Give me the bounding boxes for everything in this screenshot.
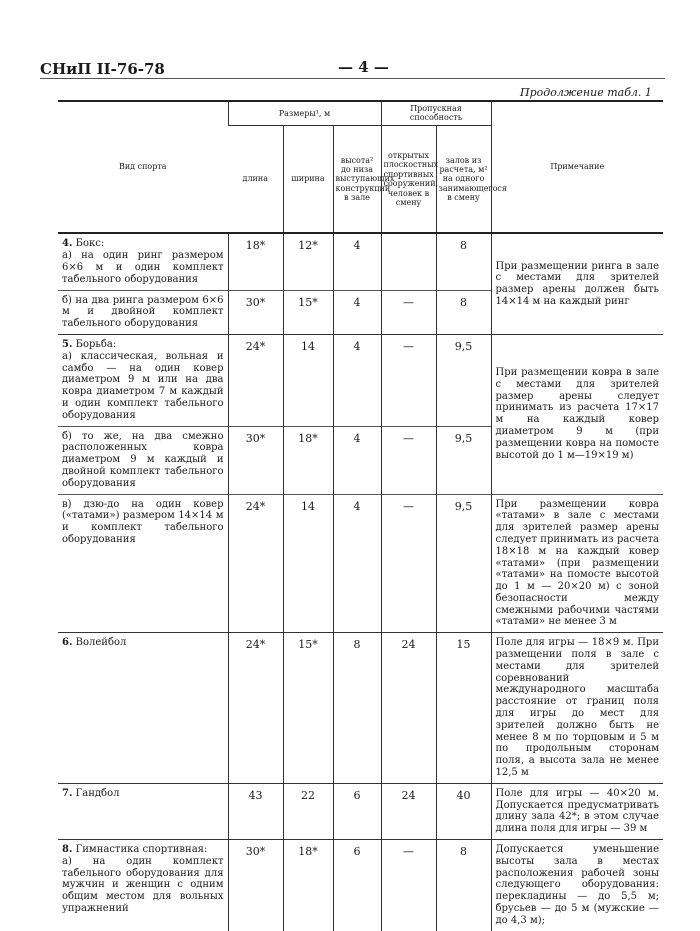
row-note: При размещении ковра «татами» в зале с местами для зрителей размер арены следует принимать из расчета 18×18 м на каждый ковер «татами» (при размещении «татами» на помосте высотой до 1 м — 20×20 м) с зоной безопасности между смежными рабочими частями «татами» не менее 3 м (491, 494, 663, 633)
page-number: — 4 — (338, 58, 389, 76)
table-row: 8. Гимнастика спортивная: а) на один комплект табельного оборудования для мужчин и женщин с одним общим местом для вольных упражнений 30* 18* 6 — 8 Допускается уменьшение высоты зала в местах расположения рабочей зоны следующего оборудования: перекладины — до 5,5 м; брусьев — до 5 м (мужские — до 4,3 м); (58, 840, 663, 931)
col-length: длина (228, 125, 283, 233)
col-sport: Вид спорта (58, 101, 228, 233)
table-row: в) дзю-до на один ковер («татами») размером 14×14 м и комплект табельного оборудования 24* 14 4 — 9,5 При размещении ковра «татами» в зале с местами для зрителей размер арены следует принимать из расчета 18×18 м на каждый ковер «татами» (при размещении «татами» на помосте высотой до 1 м — 20×20 м) с зоной безопасности между смежными рабочими частями «татами» не менее 3 м (58, 494, 663, 633)
table-row: 6. Волейбол 24* 15* 8 24 15 Поле для игры — 18×9 м. При размещении поля в зале с местами для зрителей соревнований международного масштаба расстояние от границ поля для игры до мест для зрителей должно быть не менее 8 м по торцовым и 5 м по продольным сторонам поля, а высота зала не менее 12,5 м (58, 633, 663, 784)
col-capacity-group: Пропускная способность (381, 101, 491, 125)
row-note: Допускается уменьшение высоты зала в местах расположения рабочей зоны следующего оборудования: перекладины — до 5,5 м; брусьев — до 5 м (мужские — до 4,3 м); (491, 840, 663, 931)
col-width: ширина (283, 125, 333, 233)
table-continuation-label: Продолжение табл. 1 (520, 86, 652, 99)
col-note: Примечание (491, 101, 663, 233)
row-note: При размещении ковра в зале с местами для зрителей размер арены следует принимать из расчета 17×17 м на каждый ковер диаметром 9 м (при размещении ковра на помосте высотой до 1 м—19×19 м) (491, 334, 663, 494)
table-row: б) на два ринга размером 6×6 м и двойной комплект табельного оборудования 30* 15* 4 — 8 (58, 290, 663, 334)
row-text: а) на один ринг размером 6×6 м и один комплект табельного оборудования (62, 250, 224, 285)
col-height: высота² до низа выступающих конструкций в зале (333, 125, 381, 233)
col-open: открытых плоскостных спортивных сооружений, человек в смену (381, 125, 436, 233)
header-rule (40, 78, 665, 79)
row-note: При размещении ринга в зале с местами для зрителей размер арены должен быть 14×14 м на каждый ринг (491, 233, 663, 334)
row-note: Поле для игры — 40×20 м. Допускается предусматривать длину зала 42*; в этом случае длина поля для игры — 39 м (491, 783, 663, 839)
table-row: 4. Бокс: а) на один ринг размером 6×6 м и один комплект табельного оборудования 18* 12* 4 8 При размещении ринга в зале с местами для зрителей размер арены должен быть 14×14 м на каждый ринг (58, 233, 663, 290)
table-row: 7. Гандбол 43 22 6 24 40 Поле для игры — 40×20 м. Допускается предусматривать длину зала 42*; в этом случае длина поля для игры — 39 м (58, 783, 663, 839)
document-code: СНиП II-76-78 (40, 60, 165, 78)
col-sizes-group: Размеры¹, м (228, 101, 381, 125)
sports-facilities-table (58, 100, 663, 931)
table-row: 5. Борьба: а) классическая, вольная и самбо — на один ковер диаметром 9 м или на два ковра диаметром 7 м каждый и один комплект табельного оборудования 24* 14 4 — 9,5 При размещении ковра в зале с местами для зрителей размер арены следует принимать из расчета 17×17 м на каждый ковер диаметром 9 м (при размещении ковра на помосте высотой до 1 м—19×19 м) (58, 334, 663, 426)
table-row: б) то же, на два смежно расположенных ковра диаметром 9 м каждый и двойной комплект табельного оборудования 30* 18* 4 — 9,5 (58, 426, 663, 494)
row-note: Поле для игры — 18×9 м. При размещении поля в зале с местами для зрителей соревнований международного масштаба расстояние от границ поля для игры до мест для зрителей должно быть не менее 8 м по торцовым и 5 м по продольным сторонам поля, а высота зала не менее 12,5 м (491, 633, 663, 784)
col-halls: залов из расчета, м² на одного занимающегося в смену (436, 125, 491, 233)
